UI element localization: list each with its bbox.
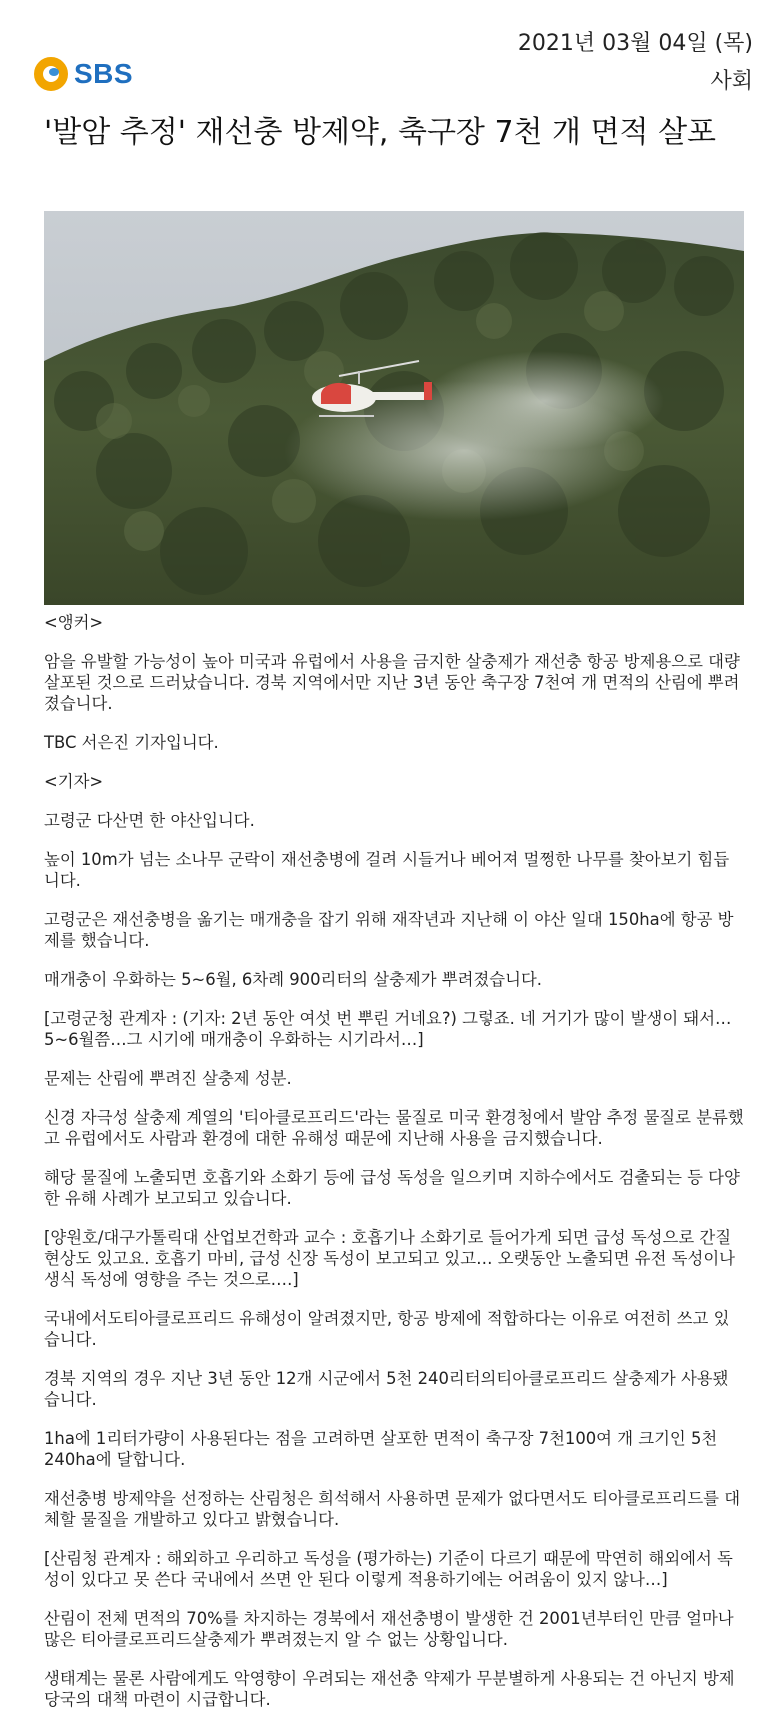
body-paragraph: 신경 자극성 살충제 계열의 '티아클로프리드'라는 물질로 미국 환경청에서 발암 추정 물질로 분류했고 유럽에서도 사람과 환경에 대한 유해성 때문에 지난해 사용을 금지했습니다. [44,1108,744,1148]
body-paragraph: 재선충병 방제약을 선정하는 산림청은 희석해서 사용하면 문제가 없다면서도 티아클로프리드를 대체할 물질을 개발하고 있다고 밝혔습니다. [44,1489,741,1529]
article-photo [44,211,744,605]
body-paragraph: 해당 물질에 노출되면 호흡기와 소화기 등에 급성 독성을 일으키며 지하수에서도 검출되는 등 다양한 유해 사례가 보고되고 있습니다. [44,1168,740,1208]
body-paragraph: 고령군은 재선충병을 옮기는 매개충을 잡기 위해 재작년과 지난해 이 야산 일대 150ha에 항공 방제를 했습니다. [44,910,734,950]
body-paragraph: <앵커> [44,613,104,632]
body-paragraph: 1ha에 1리터가량이 사용된다는 점을 고려하면 살포한 면적이 축구장 7천100여 개 크기인 5천 240ha에 달합니다. [44,1429,718,1469]
article-date: 2021년 03월 04일 (목) [517,31,753,56]
sbs-logo[interactable] [34,50,133,98]
body-paragraph: 높이 10m가 넘는 소나무 군락이 재선충병에 걸려 시들거나 베어져 멀쩡한 나무를 찾아보기 힘듭니다. [44,850,730,890]
sbs-logo-text: SBS [74,58,134,89]
body-paragraph: 국내에서도티아클로프리드 유해성이 알려졌지만, 항공 방제에 적합하다는 이유로 여전히 쓰고 있습니다. [44,1309,730,1349]
article-body [44,612,744,1728]
body-paragraph: 고령군 다산면 한 야산입니다. [44,811,255,830]
body-paragraph: 문제는 산림에 뿌려진 살충제 성분. [44,1069,292,1088]
body-paragraph: [산림청 관계자 : 해외하고 우리하고 독성을 (평가하는) 기준이 다르기 때문에 막연히 해외에서 독성이 있다고 못 쓴다 국내에서 쓰면 안 된다 이렇게 적용하기에는 어려움이 있지 않나…] [44,1549,733,1589]
body-paragraph: TBC 서은진 기자입니다. [44,733,219,752]
body-paragraph: 매개충이 우화하는 5~6월, 6차례 900리터의 살충제가 뿌려졌습니다. [44,970,542,989]
article-section: 사회 [710,69,753,94]
article-header [0,0,783,110]
body-paragraph: 암을 유발할 가능성이 높아 미국과 유럽에서 사용을 금지한 살충제가 재선충 항공 방제용으로 대량 살포된 것으로 드러났습니다. 경북 지역에서만 지난 3년 동안 축구장 7천여 개 면적의 산림에 뿌려졌습니다. [44,652,740,713]
body-paragraph: [양원호/대구가톨릭대 산업보건학과 교수 : 호흡기나 소화기로 들어가게 되면 급성 독성으로 간질 현상도 있고요. 호흡기 마비, 급성 신장 독성이 보고되고 있고… 오랫동안 노출되면 유전 독성이나 생식 독성에 영향을 주는 것으로….] [44,1228,735,1289]
body-paragraph: <기자> [44,772,104,791]
article-title: '발암 추정' 재선충 방제약, 축구장 7천 개 면적 살포 [44,115,717,150]
sbs-logo-icon [34,57,68,91]
body-paragraph: 산림이 전체 면적의 70%를 차지하는 경북에서 재선충병이 발생한 건 2001년부터인 만큼 얼마나 많은 티아클로프리드살충제가 뿌려졌는지 알 수 없는 상황입니다. [44,1609,734,1649]
body-paragraph: 경북 지역의 경우 지난 3년 동안 12개 시군에서 5천 240리터의티아클로프리드 살충제가 사용됐습니다. [44,1369,729,1409]
body-paragraph: 생태계는 물론 사람에게도 악영향이 우려되는 재선충 약제가 무분별하게 사용되는 건 아닌지 방제 당국의 대책 마련이 시급합니다. [44,1669,735,1709]
helicopter-spraying-forest-icon [44,211,744,605]
body-paragraph: [고령군청 관계자 : (기자: 2년 동안 여섯 번 뿌린 거네요?) 그렇죠. 네 거기가 많이 발생이 돼서… 5~6월쯤…그 시기에 매개충이 우화하는 시기라서…] [44,1009,732,1049]
